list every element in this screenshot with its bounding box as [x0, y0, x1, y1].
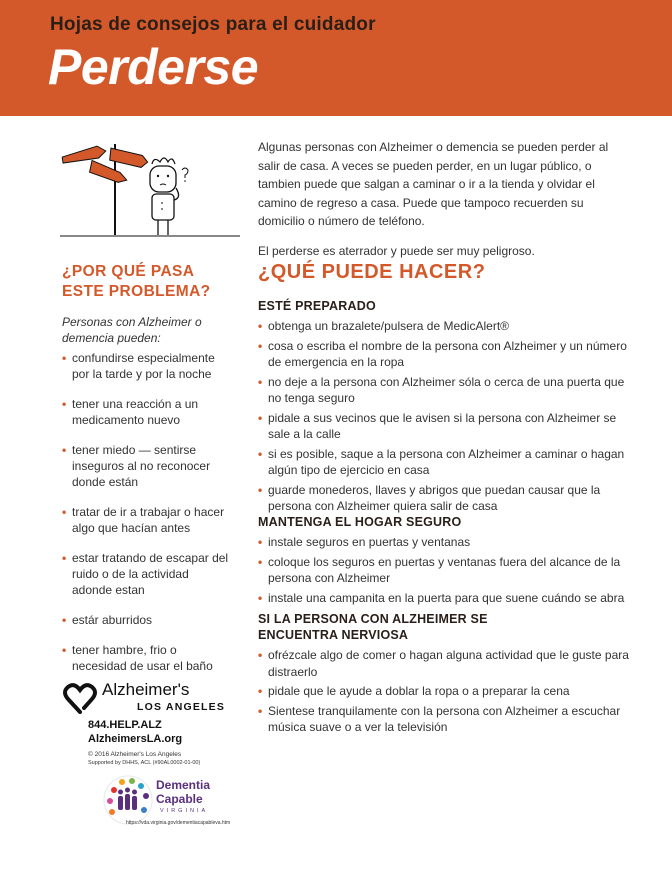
- section-title: ESTÉ PREPARADO: [258, 299, 376, 313]
- dc-sub: VIRGINIA: [160, 808, 209, 814]
- section-safe-home: [258, 514, 630, 609]
- heart-ribbon-icon: [62, 682, 98, 714]
- alz-name: Alzheimer's: [102, 680, 190, 699]
- dc-url[interactable]: https://vda.virginia.gov/dementiacapableva.htm: [126, 820, 231, 826]
- list-item: • confundirse especialmente por la tarde y por la noche: [62, 351, 215, 381]
- intro-paragraph: Algunas personas con Alzheimer o demencia se pueden perder al salir de casa. A veces se pueden perder, en un lugar público, o tambien puede que salgan a caminar o ir a la tienda y olvidar el camino de regreso a casa. Puede que tampoco recuerden su domicilio o número de teléfono.: [258, 140, 609, 228]
- list-item: • obtenga un brazalete/pulsera de MedicAlert®: [258, 319, 509, 333]
- dc-line1: Dementia: [156, 778, 211, 792]
- list-item: • guarde monederos, llaves y abrigos que puedan causar que la persona con Alzheimer quiera salir de casa: [258, 482, 601, 513]
- dc-line2: Capable: [156, 792, 203, 806]
- intro-text: [258, 138, 630, 271]
- series-subtitle: Hojas de consejos para el cuidador: [50, 14, 376, 35]
- list-item: • estár aburridos: [62, 613, 153, 627]
- header-banner: [0, 0, 672, 116]
- list-item: • tener hambre, frio o necesidad de usar el baño: [62, 643, 213, 673]
- list-item: • pidale a sus vecinos que le avisen si la persona con Alzheimer se sale a la calle: [258, 410, 617, 441]
- list-item: • instale seguros en puertas y ventanas: [258, 535, 471, 549]
- intro-warning: El perderse es aterrador y puede ser muy peligroso.: [258, 243, 535, 258]
- list-item: • pidale que le ayude a doblar la ropa o a preparar la cena: [258, 684, 570, 698]
- list-item: • instale una campanita en la puerta para que suene cuándo se abra: [258, 590, 625, 605]
- list-item: • coloque los seguros en puertas y ventanas fuera del alcance de la persona con Alzheimer: [258, 554, 621, 585]
- section-prepared: [258, 298, 630, 518]
- alz-sub: LOS ANGELES: [137, 701, 226, 713]
- phone-number: 844.HELP.ALZ: [88, 719, 162, 731]
- list-item: • estar tratando de escapar del ruido o de la actividad adonde estan: [62, 551, 229, 597]
- copyright: © 2016 Alzheimer's Los Angeles: [88, 751, 182, 758]
- list-item: • no deje a la persona con Alzheimer sóla o cerca de una puerta que no tenga seguro: [258, 374, 625, 405]
- why-heading: ¿POR QUÉ PASA ESTE PROBLEMA?: [62, 263, 211, 300]
- website: AlzheimersLA.org: [88, 733, 183, 745]
- list-item: • tener una reacción a un medicamento nuevo: [62, 397, 199, 427]
- section-title: MANTENGA EL HOGAR SEGURO: [258, 515, 462, 529]
- section-nervous: [258, 611, 629, 739]
- list-item: • si es posible, saque a la persona con Alzheimer a caminar o hagan algún tipo de ejercicio en casa: [258, 446, 625, 477]
- list-item: • Sientese tranquilamente con la persona con Alzheimer a escuchar música suave o a ver la televisión: [258, 703, 621, 734]
- what-to-do-heading: ¿QUÉ PUEDE HACER?: [258, 261, 486, 283]
- list-item: • tener miedo — sentirse inseguros al no reconocer donde están: [62, 443, 211, 489]
- lost-person-illustration: [60, 140, 240, 240]
- alzheimers-la-logo: [62, 680, 252, 768]
- why-list: [62, 350, 232, 688]
- section-title: SI LA PERSONA CON ALZHEIMER SE ENCUENTRA NERVIOSA: [258, 612, 488, 642]
- supported-by: Supported by DHHS, ACL (#90AL0002-01-00): [88, 760, 201, 766]
- why-lead: Personas con Alzheimer o demencia pueden:: [62, 315, 202, 345]
- list-item: • cosa o escriba el nombre de la persona con Alzheimer y un número de emergencia en la ropa: [258, 338, 627, 369]
- list-item: • ofrézcale algo de comer o hagan alguna actividad que le guste para distraerlo: [258, 648, 629, 679]
- page-title: Perderse: [48, 39, 259, 95]
- list-item: • tratar de ir a trabajar o hacer algo que hacían antes: [62, 505, 225, 535]
